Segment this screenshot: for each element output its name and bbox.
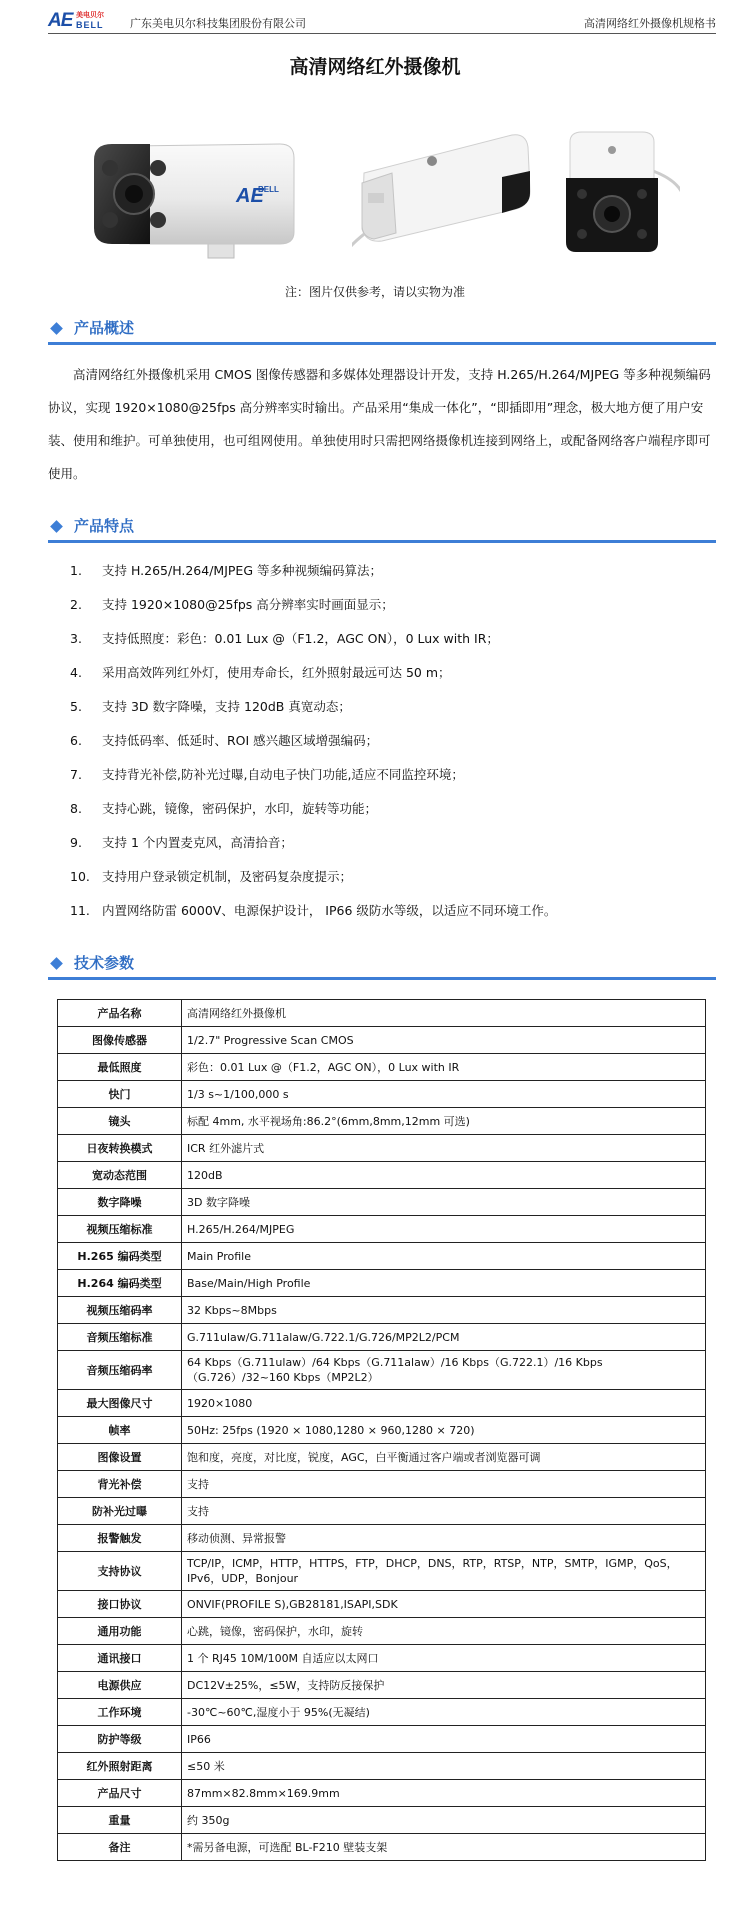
list-item: 6. 支持低码率、低延时、ROI 感兴趣区域增强编码； (70, 733, 379, 748)
section-divider (48, 977, 716, 980)
table-row: 报警触发 移动侦测、异常报警 (58, 1525, 706, 1552)
camera-angled-image (352, 133, 537, 251)
table-row: 最大图像尺寸 1920×1080 (58, 1390, 706, 1417)
overview-text: 高清网络红外摄像机采用 CMOS 图像传感器和多媒体处理器设计开发，支持 H.265/H.264/MJPEG 等多种视频编码协议，实现 1920×1080@25fps 高分辨率实时输出。产品采用“集成一体化”，“即插即用”理念，极大地方便了用户安装、使用和维护。可单独使用，也可组网使用。单独使用时只需把网络摄像机连接到网络上，或配备网络客户端程序即可使用。 (48, 367, 711, 481)
table-row: 产品尺寸 87mm×82.8mm×169.9mm (58, 1780, 706, 1807)
table-row: 红外照射距离 ≤50 米 (58, 1753, 706, 1780)
table-row: H.264 编码类型 Base/Main/High Profile (58, 1270, 706, 1297)
list-item: 11. 内置网络防雷 6000V、电源保护设计， IP66 级防水等级，以适应不同环境工作。 (70, 903, 557, 918)
list-item: 8. 支持心跳，镜像，密码保护，水印，旋转等功能； (70, 801, 378, 816)
table-row: 音频压缩标准 G.711ulaw/G.711alaw/G.722.1/G.726/MP2L2/PCM (58, 1324, 706, 1351)
page-title: 高清网络红外摄像机 (289, 56, 461, 78)
table-row: 快门 1/3 s~1/100,000 s (58, 1081, 706, 1108)
list-item: 9. 支持 1 个内置麦克风，高清拾音； (70, 835, 293, 850)
list-item: 4. 采用高效阵列红外灯，使用寿命长，红外照射最远可达 50 m； (70, 665, 451, 680)
list-item: 10. 支持用户登录锁定机制，及密码复杂度提示； (70, 869, 353, 884)
diamond-icon (50, 957, 63, 970)
table-row: 背光补偿 支持 (58, 1471, 706, 1498)
table-row: 日夜转换模式 ICR 红外滤片式 (58, 1135, 706, 1162)
table-row: 帧率 50Hz: 25fps (1920 × 1080,1280 × 960,1280 × 720) (58, 1417, 706, 1444)
logo-cn: 美电贝尔 (76, 11, 104, 19)
table-row: H.265 编码类型 Main Profile (58, 1243, 706, 1270)
spec-table (57, 999, 706, 1861)
section-title-specs: 技术参数 (74, 954, 135, 972)
table-row: 图像传感器 1/2.7" Progressive Scan CMOS (58, 1027, 706, 1054)
camera-front-side-image (90, 140, 305, 265)
table-row: 工作环境 -30℃~60℃,湿度小于 95%(无凝结) (58, 1699, 706, 1726)
table-row: 支持协议 TCP/IP，ICMP，HTTP，HTTPS，FTP，DHCP，DNS，RTP，RTSP，NTP，SMTP，IGMP，QoS，IPv6，UDP，Bonjour (58, 1552, 706, 1591)
camera-brand-sub: BELL (258, 185, 279, 194)
image-note: 注：图片仅供参考，请以实物为准 (284, 285, 465, 299)
table-row: 音频压缩码率 64 Kbps（G.711ulaw）/64 Kbps（G.711alaw）/16 Kbps（G.722.1）/16 Kbps（G.726）/32~160 Kbps（MP2L2） (58, 1351, 706, 1390)
page-header (48, 10, 716, 32)
table-row: 视频压缩标准 H.265/H.264/MJPEG (58, 1216, 706, 1243)
table-row: 电源供应 DC12V±25%，≤5W，支持防反接保护 (58, 1672, 706, 1699)
camera-rear-image (560, 130, 680, 255)
table-row: 防护等级 IP66 (58, 1726, 706, 1753)
table-row: 最低照度 彩色：0.01 Lux @（F1.2，AGC ON），0 Lux with IR (58, 1054, 706, 1081)
camera-brand-mark: AE (236, 185, 264, 207)
section-header-specs (48, 953, 716, 977)
table-row: 数字降噪 3D 数字降噪 (58, 1189, 706, 1216)
section-divider (48, 342, 716, 345)
list-item: 5. 支持 3D 数字降噪，支持 120dB 真宽动态； (70, 699, 351, 714)
section-header-overview (48, 318, 716, 342)
list-item: 3. 支持低照度：彩色：0.01 Lux @（F1.2，AGC ON），0 Lux with IR； (70, 631, 499, 646)
company-logo (48, 10, 110, 32)
list-item: 1. 支持 H.265/H.264/MJPEG 等多种视频编码算法； (70, 563, 382, 578)
list-item: 7. 支持背光补偿,防补光过曝,自动电子快门功能,适应不同监控环境； (70, 767, 464, 782)
table-row: 重量 约 350g (58, 1807, 706, 1834)
logo-mark: AE (48, 10, 73, 31)
table-row: 宽动态范围 120dB (58, 1162, 706, 1189)
table-row: 通用功能 心跳，镜像，密码保护，水印，旋转 (58, 1618, 706, 1645)
table-row: 通讯接口 1 个 RJ45 10M/100M 自适应以太网口 (58, 1645, 706, 1672)
table-row: 备注 *需另备电源，可选配 BL-F210 壁装支架 (58, 1834, 706, 1861)
header-divider (48, 33, 716, 34)
table-row: 产品名称 高清网络红外摄像机 (58, 1000, 706, 1027)
table-row: 镜头 标配 4mm, 水平视场角:86.2°(6mm,8mm,12mm 可选) (58, 1108, 706, 1135)
feature-list (48, 560, 716, 934)
table-row: 图像设置 饱和度，亮度，对比度，锐度，AGC，白平衡通过客户端或者浏览器可调 (58, 1444, 706, 1471)
company-name: 广东美电贝尔科技集团股份有限公司 (130, 17, 306, 30)
section-header-features (48, 516, 716, 540)
list-item: 2. 支持 1920×1080@25fps 高分辨率实时画面显示； (70, 597, 394, 612)
section-divider (48, 540, 716, 543)
table-row: 视频压缩码率 32 Kbps~8Mbps (58, 1297, 706, 1324)
logo-en: BELL (76, 20, 104, 30)
table-row: 接口协议 ONVIF(PROFILE S),GB28181,ISAPI,SDK (58, 1591, 706, 1618)
table-row: 防补光过曝 支持 (58, 1498, 706, 1525)
document-title: 高清网络红外摄像机规格书 (584, 17, 716, 30)
section-title-overview: 产品概述 (74, 319, 135, 337)
diamond-icon (50, 520, 63, 533)
section-title-features: 产品特点 (74, 517, 135, 535)
diamond-icon (50, 322, 63, 335)
